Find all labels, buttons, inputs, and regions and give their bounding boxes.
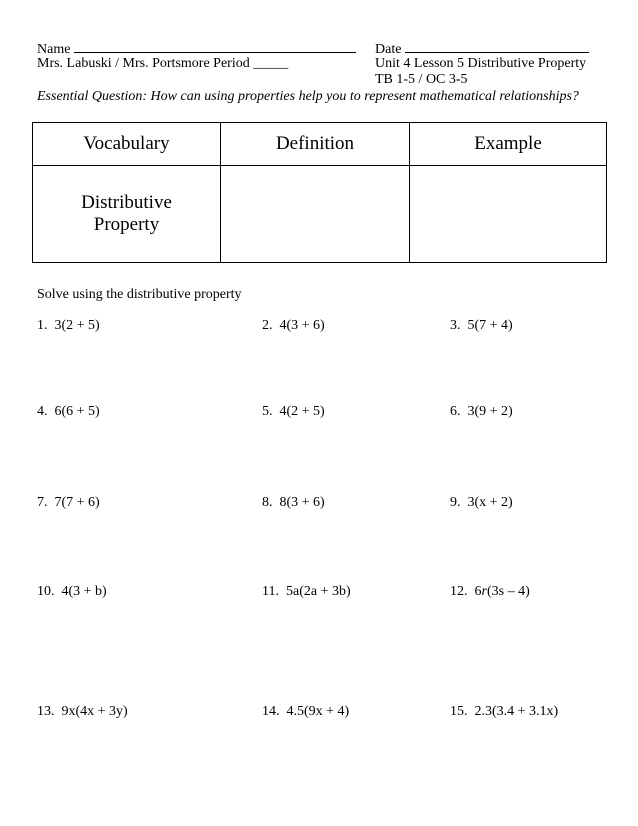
problem-number: 3. bbox=[450, 318, 461, 333]
problem-5 bbox=[262, 405, 325, 419]
problem-1 bbox=[37, 319, 100, 333]
vocabulary-table-header-row bbox=[33, 123, 606, 166]
expression-variable: r bbox=[481, 584, 487, 599]
problem-number: 8. bbox=[262, 495, 273, 510]
problem-15 bbox=[450, 705, 558, 719]
problem-expression: 4(3 + 6) bbox=[279, 318, 325, 333]
problem-expression: 3(9 + 2) bbox=[467, 404, 513, 419]
problem-11 bbox=[262, 585, 351, 599]
problem-number: 7. bbox=[37, 495, 48, 510]
problem-14 bbox=[262, 705, 349, 719]
problem-number: 13. bbox=[37, 704, 55, 719]
problem-number: 5. bbox=[262, 404, 273, 419]
problem-expression: 4(2 + 5) bbox=[279, 404, 325, 419]
problem-3 bbox=[450, 319, 513, 333]
problem-12 bbox=[450, 585, 530, 599]
problem-expression: 7(7 + 6) bbox=[54, 495, 100, 510]
problem-7 bbox=[37, 496, 100, 510]
instructions: Solve using the distributive property bbox=[37, 287, 242, 302]
problem-number: 9. bbox=[450, 495, 461, 510]
problem-expression: 3(2 + 5) bbox=[54, 318, 100, 333]
problem-expression: 8(3 + 6) bbox=[279, 495, 325, 510]
problem-6 bbox=[450, 405, 513, 419]
expression-parenthetical: (3s – 4) bbox=[486, 584, 530, 599]
problem-number: 1. bbox=[37, 318, 48, 333]
problem-number: 6. bbox=[450, 404, 461, 419]
problem-expression: 6(6 + 5) bbox=[54, 404, 100, 419]
name-label: Name bbox=[37, 42, 71, 57]
problem-expression: 5(7 + 4) bbox=[467, 318, 513, 333]
teacher-period-line: Mrs. Labuski / Mrs. Portsmore Period _____ bbox=[37, 56, 289, 71]
problem-number: 12. bbox=[450, 584, 468, 599]
lesson-title: Unit 4 Lesson 5 Distributive Property bbox=[375, 56, 587, 71]
example-cell[interactable] bbox=[410, 166, 606, 262]
problem-expression bbox=[475, 584, 530, 599]
problem-expression: 4(3 + b) bbox=[61, 584, 107, 599]
date-blank-line[interactable] bbox=[405, 40, 589, 53]
vocabulary-table bbox=[32, 122, 607, 263]
problem-number: 15. bbox=[450, 704, 468, 719]
problem-number: 4. bbox=[37, 404, 48, 419]
date-label: Date bbox=[375, 42, 402, 57]
date-field bbox=[375, 40, 589, 57]
expression-coefficient: 6 bbox=[474, 584, 482, 599]
problem-4 bbox=[37, 405, 100, 419]
problem-expression: 4.5(9x + 4) bbox=[286, 704, 350, 719]
vocabulary-table-row bbox=[33, 166, 606, 262]
header-vocabulary: Vocabulary bbox=[33, 123, 221, 165]
vocab-term-cell: Distributive Property bbox=[33, 166, 221, 262]
problem-expression: 2.3(3.4 + 3.1x) bbox=[474, 704, 559, 719]
problem-number: 14. bbox=[262, 704, 280, 719]
problem-number: 11. bbox=[262, 584, 279, 599]
definition-cell[interactable] bbox=[221, 166, 410, 262]
textbook-reference: TB 1-5 / OC 3-5 bbox=[375, 72, 468, 87]
problem-13 bbox=[37, 705, 128, 719]
problem-number: 2. bbox=[262, 318, 273, 333]
problem-expression: 3(x + 2) bbox=[467, 495, 513, 510]
problem-expression: 9x(4x + 3y) bbox=[61, 704, 128, 719]
name-blank-line[interactable] bbox=[74, 40, 356, 53]
problem-2 bbox=[262, 319, 325, 333]
header-example: Example bbox=[474, 133, 542, 155]
name-field bbox=[37, 40, 356, 57]
problem-10 bbox=[37, 585, 107, 599]
problem-9 bbox=[450, 496, 513, 510]
problem-8 bbox=[262, 496, 325, 510]
essential-question: Essential Question: How can using properties help you to represent mathematical relationships? bbox=[37, 89, 579, 104]
problem-expression: 5a(2a + 3b) bbox=[285, 584, 351, 599]
problem-number: 10. bbox=[37, 584, 55, 599]
header-definition: Definition bbox=[221, 123, 410, 165]
